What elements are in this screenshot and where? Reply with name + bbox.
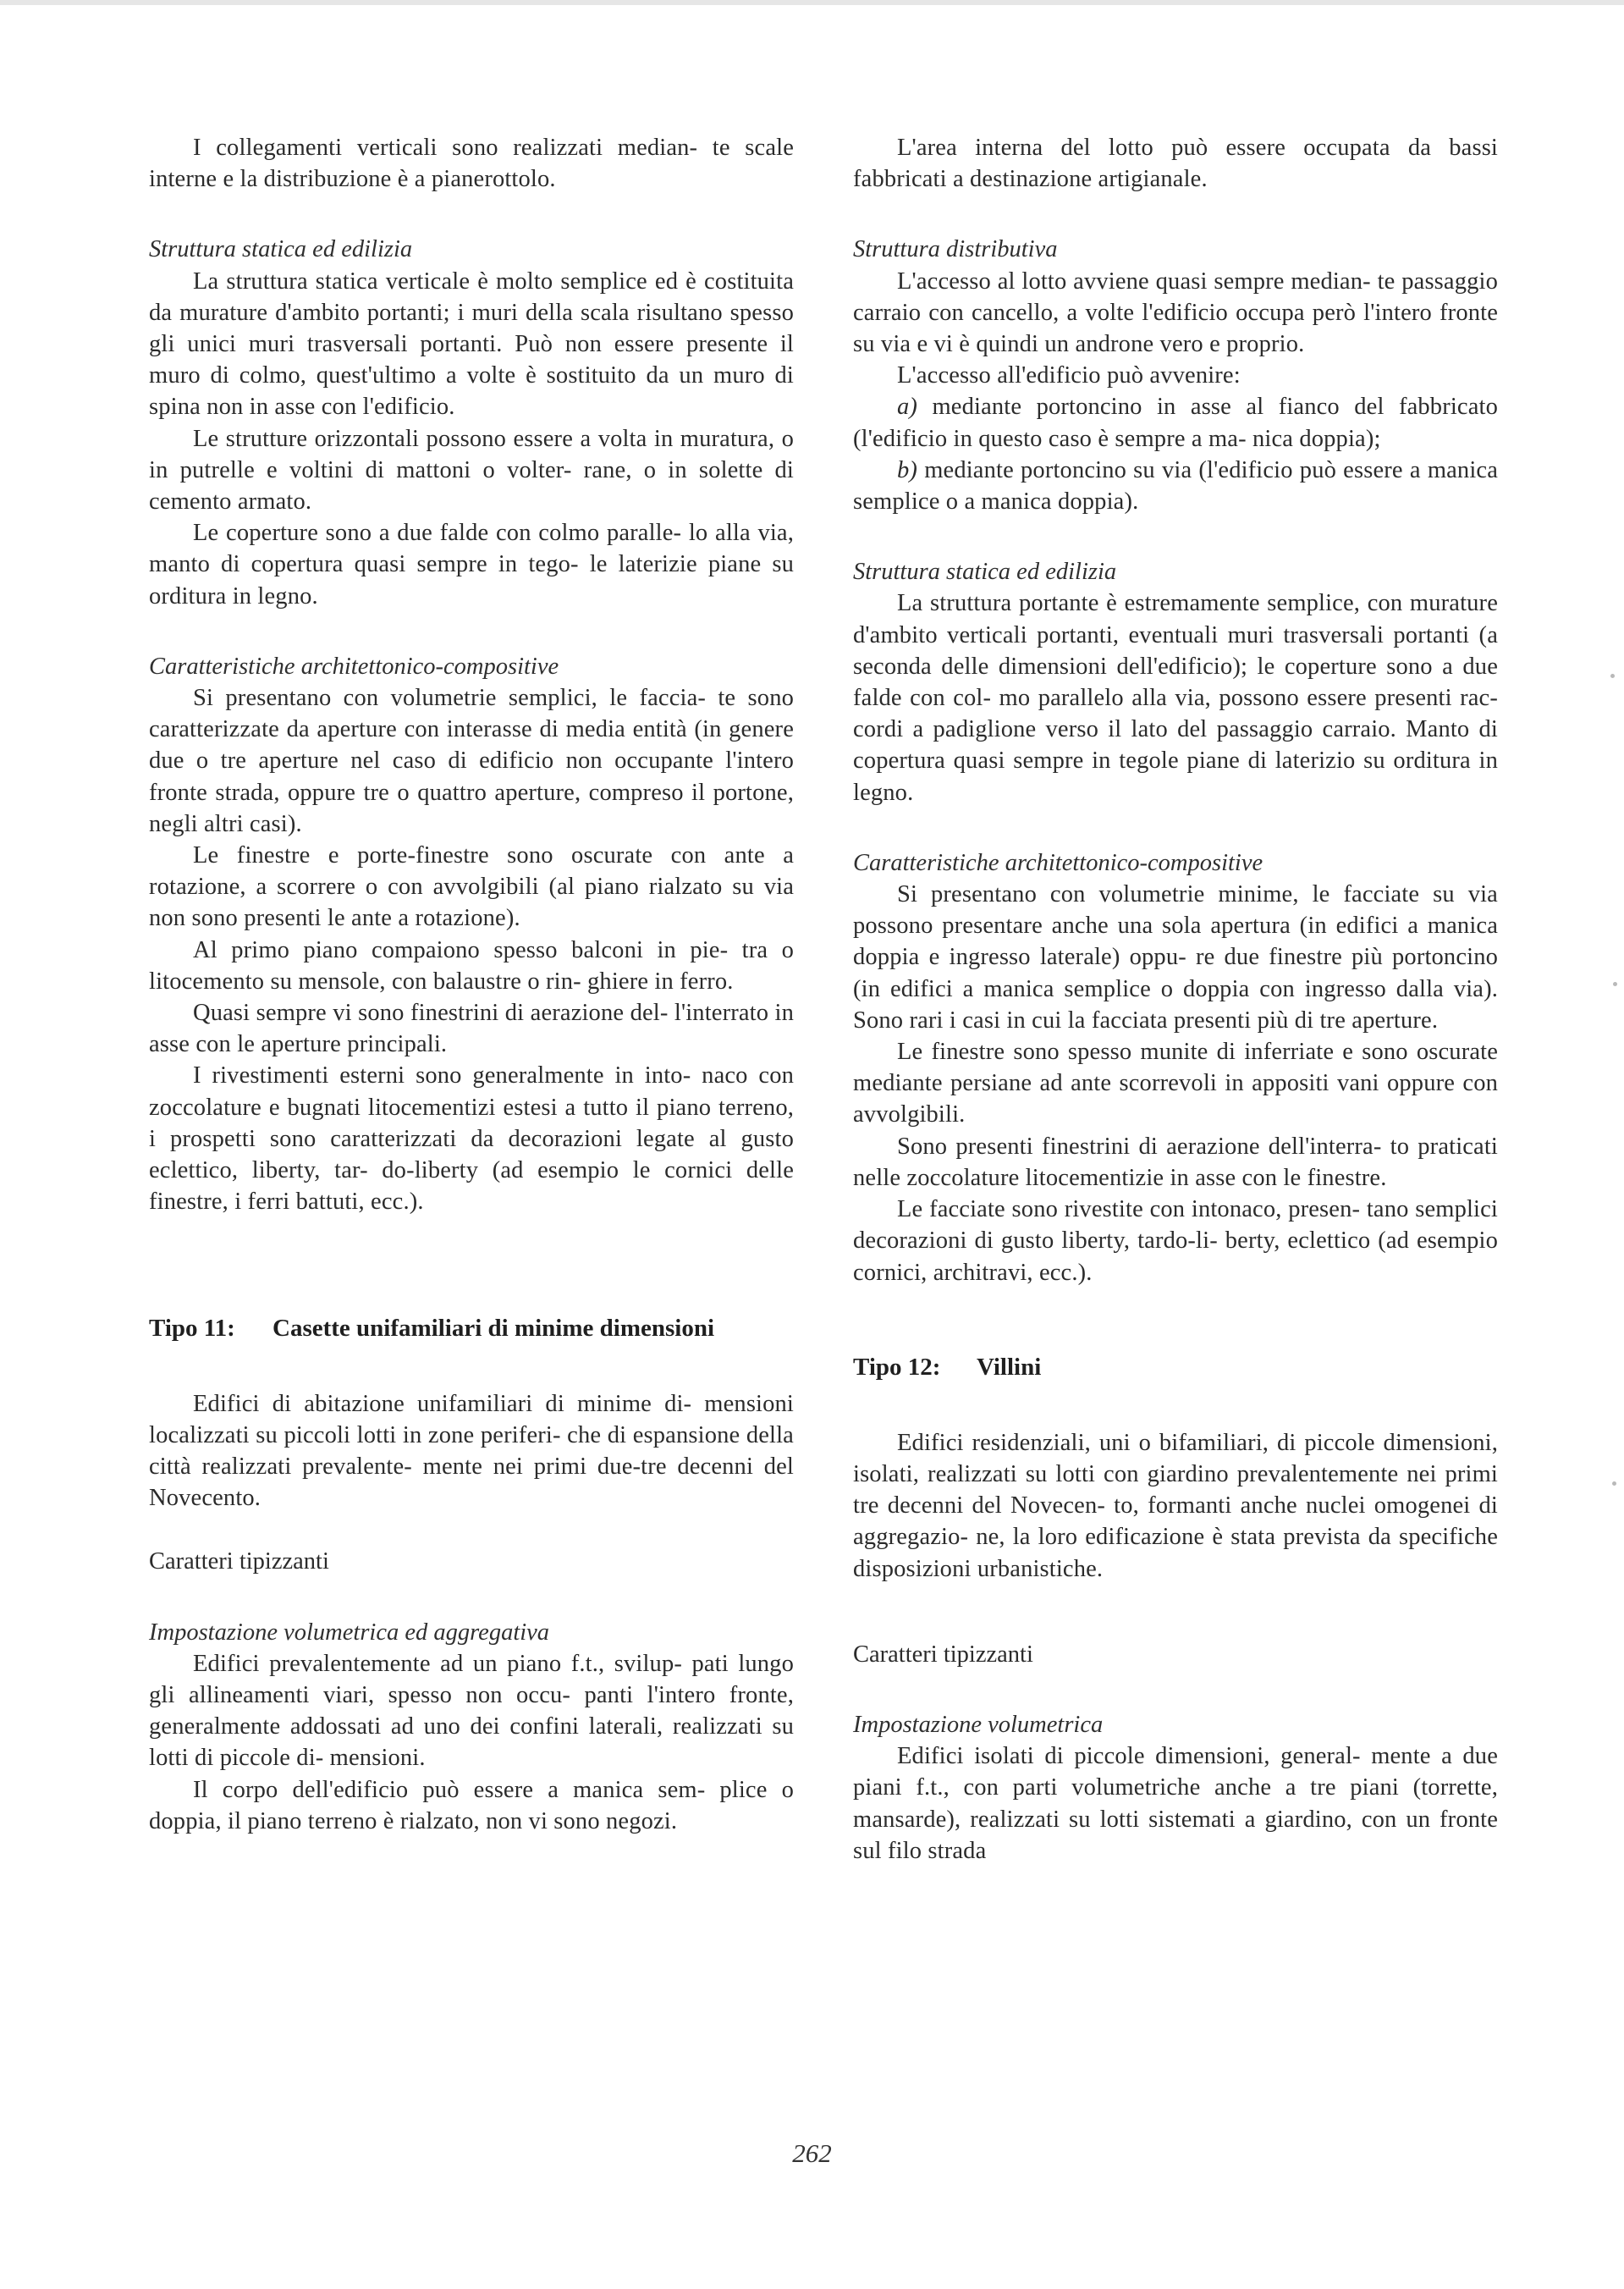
tipo-11-title: Casette unifamiliari di minime dimensioni bbox=[273, 1314, 714, 1342]
scan-speck bbox=[1613, 982, 1617, 986]
struttura-statica-right-heading: Struttura statica ed edilizia bbox=[853, 559, 1117, 586]
scan-speck bbox=[1610, 674, 1615, 678]
right-intro-paragraph: L'area interna del lotto può essere occupata da bassi fabbricati a destinazione artigianale. bbox=[853, 135, 1498, 193]
caratteristiche-right-paragraph-1: Si presentano con volumetrie minime, le facciate su via possono presentare anche una sola apertura (in edifici a manica doppia e ingresso laterale) oppu- re due finestre più portoncino (in edifici a manica semplice o doppia con ingresso dalla via). Sono rari i casi in cui la facciata presenti più di tre aperture. bbox=[853, 881, 1498, 1034]
scan-speck bbox=[1612, 1481, 1616, 1486]
page-number: 262 bbox=[792, 2138, 832, 2168]
caratteristiche-paragraph-5: I rivestimenti esterni sono generalmente in into- naco con zoccolature e bugnati litocementizi estesi a tutto il piano terreno, i prospetti sono caratterizzati da decorazioni legate al gusto eclettico, liberty, tar- do-liberty (ad esempio le cornici delle finestre, i ferri battuti, ecc.). bbox=[149, 1062, 794, 1216]
struttura-distributiva-heading: Struttura distributiva bbox=[853, 236, 1058, 263]
access-option-a bbox=[853, 391, 1498, 454]
caratteristiche-paragraph-2: Le finestre e porte-finestre sono oscurate con ante a rotazione, a scorrere o con avvolgibili (al piano rialzato su via non sono presenti le ante a rotazione). bbox=[149, 842, 794, 932]
tipo-11-heading bbox=[149, 1312, 794, 1344]
caratteristiche-paragraph-1: Si presentano con volumetrie semplici, le faccia- te sono caratterizzate da aperture con interasse di media entità (in genere due o tre aperture nel caso di edificio non occupante l'intero fronte strada, oppure tre o quattro aperture, compreso il portone, negli altri casi). bbox=[149, 685, 794, 837]
left-intro-paragraph: I collegamenti verticali sono realizzati median- te scale interne e la distribuzione è a pianerottolo. bbox=[149, 135, 794, 193]
access-option-b bbox=[853, 455, 1498, 517]
impostazione-paragraph-1: Edifici prevalentemente ad un piano f.t., svilup- pati lungo gli allineamenti viari, spesso non occu- panti l'intero fronte, generalmente addossati ad uno dei confini laterali, realizzati su lotti di piccole di- mensioni. bbox=[149, 1650, 794, 1772]
caratteristiche-right-paragraph-2: Le finestre sono spesso munite di inferriate e sono oscurate mediante persiane ad ante scorrevoli in appositi vani oppure con avvolgibili. bbox=[853, 1039, 1498, 1128]
caratteristiche-right-heading: Caratteristiche architettonico-compositive bbox=[853, 849, 1263, 876]
option-b-text: mediante portoncino su via (l'edificio può essere a manica semplice o a manica doppia). bbox=[853, 456, 1499, 516]
impostazione-volumetrica-paragraph: Edifici isolati di piccole dimensioni, general- mente a due piani f.t., con parti volumetriche anche a tre piani (torrette, mansarde), realizzati su lotti sistemati a giardino, con un fronte sul filo strada bbox=[853, 1743, 1498, 1864]
top-edge bbox=[0, 0, 1624, 5]
struttura-statica-paragraph-3: Le coperture sono a due falde con colmo paralle- lo alla via, manto di copertura quasi sempre in tego- le laterizie piane su orditura in legno. bbox=[149, 520, 794, 609]
caratteristiche-right-paragraph-4: Le facciate sono rivestite con intonaco, presen- tano semplici decorazioni di gusto liberty, tardo-li- berty, eclettico (ad esempio cornici, architravi, ecc.). bbox=[853, 1196, 1498, 1286]
tipo-12-description: Edifici residenziali, uni o bifamiliari, di piccole dimensioni, isolati, realizzati su lotti con giardino prevalentemente nei primi tre decenni del Novecen- to, formanti anche nuclei omogenei di aggregazio- ne, la loro edificazione è stata prevista da specifiche disposizioni urbanistiche. bbox=[853, 1429, 1498, 1582]
tipo-12-heading bbox=[853, 1351, 1498, 1383]
impostazione-volumetrica-aggregativa-heading: Impostazione volumetrica ed aggregativa bbox=[149, 1619, 550, 1646]
tipo-12-label: Tipo 12: bbox=[853, 1353, 941, 1381]
caratteri-tipizzanti-right-heading: Caratteri tipizzanti bbox=[853, 1641, 1033, 1668]
tipo-12-title: Villini bbox=[977, 1353, 1042, 1381]
option-b-marker: b) bbox=[897, 456, 918, 483]
caratteristiche-heading: Caratteristiche architettonico-compositive bbox=[149, 653, 559, 680]
caratteristiche-paragraph-3: Al primo piano compaiono spesso balconi in pie- tra o litocemento su mensole, con balaustre o rin- ghiere in ferro. bbox=[149, 936, 794, 995]
struttura-distributiva-paragraph-1: L'accesso al lotto avviene quasi sempre median- te passaggio carraio con cancello, a volte l'edificio occupa però l'intero fronte su via e vi è quindi un androne vero e proprio. bbox=[853, 268, 1498, 358]
struttura-statica-paragraph-2: Le strutture orizzontali possono essere a volta in muratura, o in putrelle e voltini di mattoni o volter- rane, o in solette di cemento armato. bbox=[149, 425, 794, 516]
caratteristiche-right-paragraph-3: Sono presenti finestrini di aerazione dell'interra- to praticati nelle zoccolature litocementizie in asse con le finestre. bbox=[853, 1133, 1498, 1191]
option-a-marker: a) bbox=[897, 394, 918, 421]
caratteristiche-paragraph-4: Quasi sempre vi sono finestrini di aerazione del- l'interrato in asse con le aperture principali. bbox=[149, 1000, 794, 1058]
tipo-11-label: Tipo 11: bbox=[149, 1314, 235, 1342]
right-column bbox=[853, 132, 1498, 1867]
impostazione-paragraph-2: Il corpo dell'edificio può essere a manica sem- plice o doppia, il piano terreno è rialzato, non vi sono negozi. bbox=[149, 1776, 794, 1834]
tipo-11-description: Edifici di abitazione unifamiliari di minime di- mensioni localizzati su piccoli lotti in zone periferi- che di espansione della città realizzati prevalente- mente nei primi due-tre decenni del Novecento. bbox=[149, 1390, 794, 1512]
struttura-statica-right-paragraph: La struttura portante è estremamente semplice, con murature d'ambito verticali portanti, eventuali muri trasversali portanti (a seconda delle dimensioni dell'edificio); le coperture sono a due falde con col- mo parallelo alla via, possono essere presenti rac- cordi a padiglione verso il lato del passaggio carraio. Manto di copertura quasi sempre in tegole piane di laterizio su orditura in legno. bbox=[853, 590, 1498, 806]
struttura-statica-heading: Struttura statica ed edilizia bbox=[149, 236, 413, 263]
struttura-distributiva-paragraph-2: L'accesso all'edificio può avvenire: bbox=[897, 362, 1241, 389]
left-column bbox=[149, 132, 794, 1837]
caratteri-tipizzanti-heading: Caratteri tipizzanti bbox=[149, 1548, 329, 1575]
impostazione-volumetrica-heading: Impostazione volumetrica bbox=[853, 1711, 1104, 1738]
struttura-statica-paragraph-1: La struttura statica verticale è molto semplice ed è costituita da murature d'ambito portanti; i muri della scala risultano spesso gli unici muri trasversali portanti. Può non essere presente il muro di colmo, quest'ultimo a volte è sostituito da un muro di spina non in asse con l'edificio. bbox=[149, 268, 794, 421]
option-a-text: mediante portoncino in asse al fianco del fabbricato (l'edificio in questo caso è sempre a ma- nica doppia); bbox=[853, 394, 1498, 452]
